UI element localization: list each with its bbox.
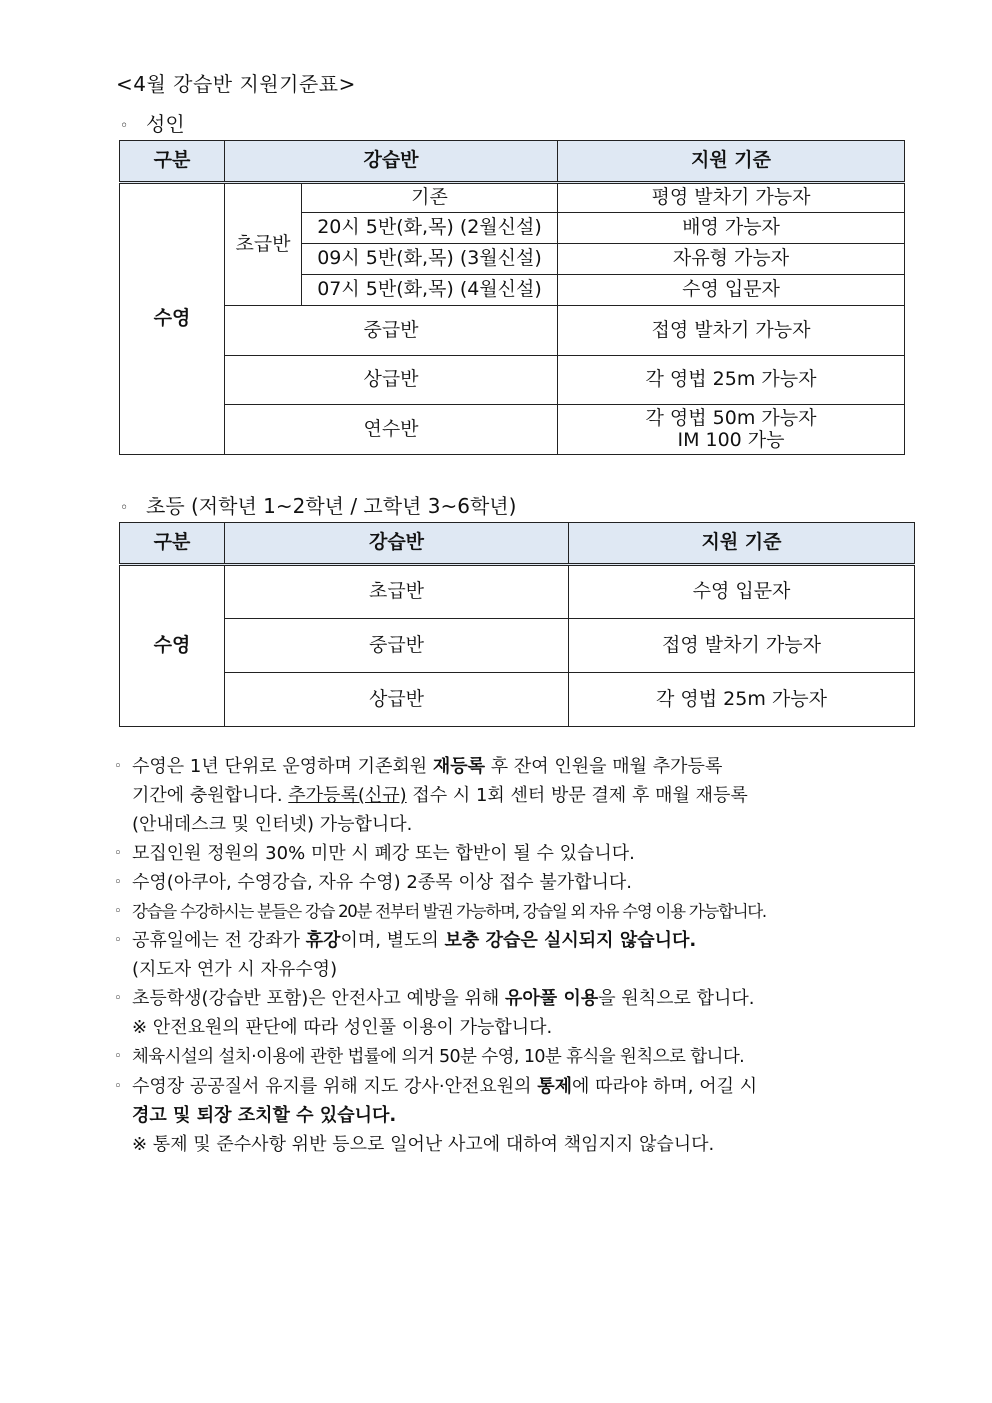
criteria-line: 각 영법 50m 가능자 — [645, 406, 817, 429]
note-emphasis: 경고 및 퇴장 조치할 수 있습니다. — [132, 1105, 397, 1126]
class-cell: 중급반 — [225, 619, 569, 673]
table-header-row — [120, 523, 915, 565]
bullet-icon: ◦ — [114, 933, 122, 948]
note-text: 후 잔여 인원을 매월 추가등록 — [485, 756, 723, 777]
note-text: 체육시설의 설치·이용에 관한 법률에 의거 50분 수영, 10분 휴식을 원칙으로 합니다. — [132, 1047, 745, 1067]
note-item — [112, 752, 902, 781]
bullet-icon: ◦ — [120, 117, 129, 134]
table-header-row — [120, 141, 905, 183]
adult-table — [119, 140, 905, 455]
note-continuation: ※ 통제 및 준수사항 위반 등으로 일어난 사고에 대하여 책임지지 않습니다. — [132, 1134, 715, 1155]
bullet-icon: ◦ — [114, 904, 122, 919]
category-cell: 수영 — [120, 565, 225, 727]
criteria-cell: 각 영법 25m 가능자 — [558, 356, 905, 405]
criteria-cell: 각 영법 25m 가능자 — [569, 673, 915, 727]
table-row — [120, 356, 905, 405]
note-text: 이며, 별도의 — [340, 930, 445, 951]
note-text: 수영장 공공질서 유지를 위해 지도 강사·안전요원의 — [132, 1076, 538, 1097]
note-item — [112, 926, 902, 955]
elementary-table — [119, 522, 915, 727]
section-heading-adult — [120, 108, 185, 137]
class-cell: 중급반 — [225, 306, 558, 356]
notes-list — [112, 752, 902, 1159]
table-row — [120, 183, 905, 213]
class-cell: 상급반 — [225, 356, 558, 405]
note-text: 기간에 충원합니다. — [132, 785, 289, 806]
header-category: 구분 — [120, 523, 225, 565]
class-cell: 기존 — [302, 183, 558, 213]
criteria-cell: 평영 발차기 가능자 — [558, 183, 905, 213]
class-cell: 20시 5반(화,목) (2월신설) — [302, 213, 558, 244]
note-text: 공휴일에는 전 강좌가 — [132, 930, 306, 951]
criteria-cell: 수영 입문자 — [569, 565, 915, 619]
bullet-icon: ◦ — [114, 1049, 122, 1064]
header-criteria: 지원 기준 — [569, 523, 915, 565]
table-row — [120, 565, 915, 619]
note-emphasis: 휴강 — [305, 930, 341, 951]
note-text: 수영은 1년 단위로 운영하며 기존회원 — [132, 756, 433, 777]
note-text: 에 따라야 하며, 어길 시 — [571, 1076, 758, 1097]
criteria-cell: 접영 발차기 가능자 — [558, 306, 905, 356]
note-text: 초등학생(강습반 포함)은 안전사고 예방을 위해 — [132, 988, 506, 1009]
bullet-icon: ◦ — [114, 875, 122, 890]
table-row — [120, 405, 905, 455]
table-row — [120, 306, 905, 356]
class-cell: 09시 5반(화,목) (3월신설) — [302, 244, 558, 275]
section-heading-elementary — [120, 490, 516, 519]
bullet-icon: ◦ — [120, 499, 129, 516]
criteria-cell: 자유형 가능자 — [558, 244, 905, 275]
note-item — [112, 839, 902, 868]
bullet-icon: ◦ — [114, 846, 122, 861]
note-item — [112, 897, 902, 926]
page-title: <4월 강습반 지원기준표> — [116, 72, 356, 96]
class-cell: 연수반 — [225, 405, 558, 455]
header-criteria: 지원 기준 — [558, 141, 905, 183]
criteria-line: IM 100 가능 — [677, 428, 785, 451]
note-emphasis: 보충 강습은 실시되지 않습니다. — [444, 930, 697, 951]
note-text: 을 원칙으로 합니다. — [598, 988, 755, 1009]
class-cell: 초급반 — [225, 565, 569, 619]
criteria-cell: 접영 발차기 가능자 — [569, 619, 915, 673]
note-emphasis: 유아풀 이용 — [505, 988, 599, 1009]
note-emphasis: 통제 — [537, 1076, 572, 1097]
bullet-icon: ◦ — [114, 1079, 122, 1094]
note-underline: 추가등록(신규) — [288, 785, 407, 806]
note-continuation: (안내데스크 및 인터넷) 가능합니다. — [132, 814, 413, 835]
note-continuation: ※ 안전요원의 판단에 따라 성인풀 이용이 가능합니다. — [132, 1017, 553, 1038]
section-heading-elementary-label: 초등 (저학년 1~2학년 / 고학년 3~6학년) — [146, 494, 517, 518]
section-heading-adult-label: 성인 — [146, 112, 185, 136]
class-cell: 상급반 — [225, 673, 569, 727]
criteria-cell — [558, 405, 905, 455]
note-continuation — [112, 1101, 902, 1130]
note-text: 강습을 수강하시는 분들은 강습 20분 전부터 발권 가능하며, 강습일 외 자유 수영 이용 가능합니다. — [132, 902, 766, 921]
note-text: 수영(아쿠아, 수영강습, 자유 수영) 2종목 이상 접수 불가합니다. — [132, 872, 633, 893]
beginner-label-cell: 초급반 — [225, 183, 302, 306]
criteria-cell: 배영 가능자 — [558, 213, 905, 244]
bullet-icon: ◦ — [114, 991, 122, 1006]
note-text: 접수 시 1회 센터 방문 결제 후 매월 재등록 — [406, 785, 748, 806]
header-class: 강습반 — [225, 141, 558, 183]
header-category: 구분 — [120, 141, 225, 183]
table-row — [120, 619, 915, 673]
note-text: 모집인원 정원의 30% 미만 시 폐강 또는 합반이 될 수 있습니다. — [132, 843, 635, 864]
bullet-icon: ◦ — [114, 759, 122, 774]
note-item — [112, 1072, 902, 1101]
note-continuation — [112, 781, 902, 810]
note-item — [112, 1042, 902, 1072]
criteria-cell: 수영 입문자 — [558, 275, 905, 306]
header-class: 강습반 — [225, 523, 569, 565]
note-continuation: (지도자 연가 시 자유수영) — [132, 959, 338, 980]
category-cell: 수영 — [120, 183, 225, 455]
table-row — [120, 673, 915, 727]
note-emphasis: 재등록 — [432, 756, 486, 777]
class-cell: 07시 5반(화,목) (4월신설) — [302, 275, 558, 306]
note-item — [112, 984, 902, 1013]
note-item — [112, 868, 902, 897]
